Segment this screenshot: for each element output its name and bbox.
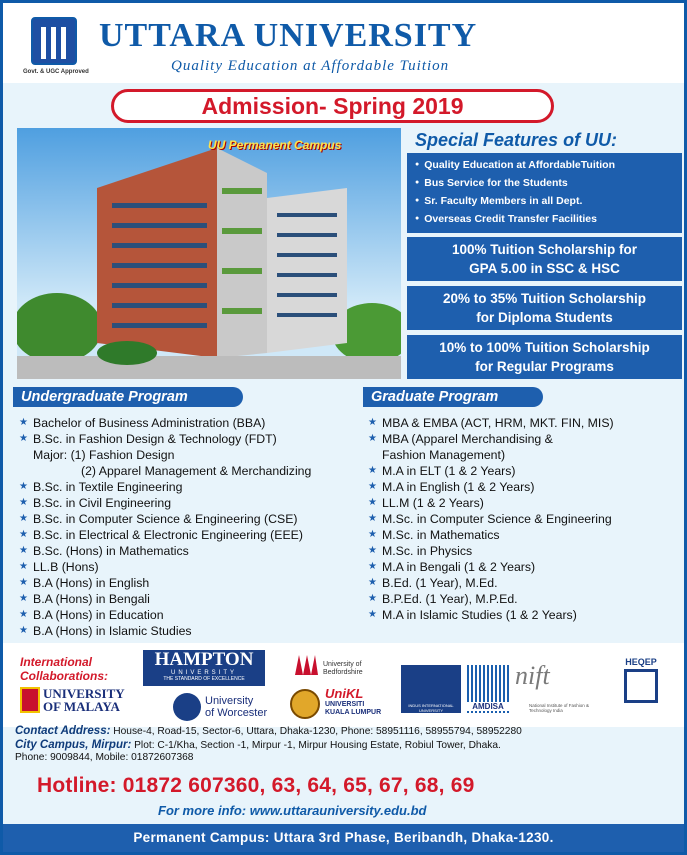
worcester-logo: University of Worcester	[205, 695, 268, 719]
bullet-star-icon: ★	[368, 561, 377, 572]
bullet-star-icon: ★	[19, 481, 28, 492]
collaborations	[3, 643, 684, 727]
scholarship-box	[407, 286, 682, 330]
list-item: ★ B.Sc. in Electrical & Electronic Engineering (EEE)	[19, 528, 303, 542]
graduate-title: Graduate Program	[363, 387, 543, 407]
bullet-star-icon: ★	[19, 513, 28, 524]
list-item: ★ MBA (Apparel Merchandising &	[368, 432, 553, 446]
admission-banner: Admission- Spring 2019	[111, 89, 554, 123]
heqep-icon	[624, 669, 658, 703]
campus-image	[17, 128, 401, 379]
bullet-star-icon: ★	[19, 417, 28, 428]
bullet-star-icon: ★	[368, 577, 377, 588]
list-item: ★ B.Sc. in Fashion Design & Technology (FDT)	[19, 432, 277, 446]
list-item: Major: (1) Fashion Design	[33, 448, 175, 462]
feature-item: ● Quality Education at AffordableTuition	[415, 159, 615, 171]
scholarship-line: 20% to 35% Tuition Scholarship	[442, 291, 647, 306]
list-item: ★ B.P.Ed. (1 Year), M.P.Ed.	[368, 592, 518, 606]
bullet-star-icon: ★	[19, 561, 28, 572]
features-box	[407, 153, 682, 233]
nift-logo: nift National Institute of Fashion & Technology India	[515, 661, 590, 713]
university-name: UTTARA UNIVERSITY	[99, 17, 478, 54]
list-item: ★ B.Sc. (Hons) in Mathematics	[19, 544, 189, 558]
worcester-icon	[173, 693, 201, 721]
list-item: (2) Apparel Management & Merchandizing	[81, 464, 312, 478]
list-item: ★ M.A in English (1 & 2 Years)	[368, 480, 535, 494]
feature-item: ● Bus Service for the Students	[415, 177, 568, 189]
bullet-star-icon: ★	[368, 481, 377, 492]
bullet-star-icon: ★	[368, 545, 377, 556]
footer-permanent-campus: Permanent Campus: Uttara 3rd Phase, Beribandh, Dhaka-1230.	[3, 824, 684, 852]
bullet-star-icon: ★	[19, 529, 28, 540]
list-item: ★ M.A in ELT (1 & 2 Years)	[368, 464, 516, 478]
scholarship-box	[407, 237, 682, 281]
indus-logo: INDUS INTERNATIONAL UNIVERSITY	[401, 665, 461, 713]
list-item: ★ B.Ed. (1 Year), M.Ed.	[368, 576, 498, 590]
list-item: ★ B.A (Hons) in English	[19, 576, 150, 590]
undergrad-list	[19, 415, 311, 639]
list-item: ★ M.A in Bengali (1 & 2 Years)	[368, 560, 536, 574]
bullet-star-icon: ★	[368, 609, 377, 620]
bullet-star-icon: ★	[368, 497, 377, 508]
more-info-link[interactable]: For more info: www.uttarauniversity.edu.bd	[158, 803, 427, 818]
contact-address: House-4, Road-15, Sector-6, Uttara, Dhaka-1230, Phone: 58951116, 58955794, 58952280	[113, 726, 522, 737]
feature-item: ● Sr. Faculty Members in all Dept.	[415, 195, 582, 207]
hampton-logo: HAMPTON UNIVERSITY THE STANDARD OF EXCELLENCE	[143, 650, 265, 686]
contact-address-label: Contact Address:	[15, 725, 111, 737]
university-logo	[31, 17, 77, 65]
city-campus-label: City Campus, Mirpur:	[15, 738, 132, 751]
list-item: ★ M.Sc. in Physics	[368, 544, 473, 558]
logo-caption: Govt. & UGC Approved	[23, 69, 89, 75]
bullet-star-icon: ★	[19, 545, 28, 556]
bullet-star-icon: ★	[19, 433, 28, 444]
bullet-star-icon: ★	[368, 433, 377, 444]
tagline: Quality Education at Affordable Tuition	[171, 58, 450, 74]
unikl-logo: UniKL UNIVERSITI KUALA LUMPUR	[325, 686, 382, 716]
undergrad-title: Undergraduate Program	[13, 387, 243, 407]
bullet-star-icon: ★	[368, 417, 377, 428]
scholarship-line: for Diploma Students	[476, 310, 613, 325]
contact-info	[15, 725, 680, 765]
bullet-star-icon: ★	[19, 577, 28, 588]
heqep-logo: HEQEP	[611, 657, 671, 719]
list-item: ★ B.Sc. in Civil Engineering	[19, 496, 172, 510]
collaborations-label: International Collaborations:	[20, 655, 109, 683]
bullet-star-icon: ★	[19, 593, 28, 604]
scholarship-line: for Regular Programs	[475, 359, 614, 374]
scholarship-line: 10% to 100% Tuition Scholarship	[439, 340, 650, 355]
scholarship-line: GPA 5.00 in SSC & HSC	[469, 261, 620, 276]
list-item: ★ B.Sc. in Computer Science & Engineering (CSE)	[19, 512, 298, 526]
scholarship-line: 100% Tuition Scholarship for	[451, 242, 638, 257]
amdisa-logo: AMDISA	[467, 665, 509, 713]
bullet-star-icon: ★	[368, 593, 377, 604]
list-item: ★ M.Sc. in Computer Science & Engineering	[368, 512, 612, 526]
list-item: ★ B.A (Hons) in Bengali	[19, 592, 150, 606]
seal-icon	[290, 689, 320, 719]
bullet-star-icon: ★	[19, 497, 28, 508]
list-item: ★ B.A (Hons) in Islamic Studies	[19, 624, 192, 638]
header	[3, 3, 684, 83]
bullet-star-icon: ★	[368, 513, 377, 524]
bedfordshire-logo: University of Bedfordshire	[323, 661, 363, 676]
hotline: Hotline: 01872 607360, 63, 64, 65, 67, 68, 69	[37, 774, 475, 797]
bullet-star-icon: ★	[368, 529, 377, 540]
list-item: ★ MBA & EMBA (ACT, HRM, MKT. FIN, MIS)	[368, 416, 614, 430]
list-item: ★ Bachelor of Business Administration (BBA)	[19, 416, 266, 430]
scholarship-box	[407, 335, 682, 379]
list-item: ★ B.Sc. in Textile Engineering	[19, 480, 183, 494]
city-campus-address: Plot: C-1/Kha, Section -1, Mirpur -1, Mirpur Housing Estate, Robiul Tower, Dhaka.	[134, 739, 501, 751]
list-item: ★ M.Sc. in Mathematics	[368, 528, 500, 542]
list-item: ★ LL.M (1 & 2 Years)	[368, 496, 484, 510]
graduate-list	[368, 415, 614, 623]
malaya-logo: UNIVERSITY OF MALAYA	[43, 686, 125, 714]
feature-item: ● Overseas Credit Transfer Facilities	[415, 213, 597, 225]
list-item: Fashion Management)	[382, 448, 506, 462]
list-item: ★ LL.B (Hons)	[19, 560, 99, 574]
list-item: ★ M.A in Islamic Studies (1 & 2 Years)	[368, 608, 577, 622]
campus-tag: UU Permanent Campus	[208, 138, 342, 152]
bedfordshire-icon	[293, 651, 319, 677]
list-item: ★ B.A (Hons) in Education	[19, 608, 164, 622]
bullet-star-icon: ★	[368, 465, 377, 476]
phone-line: Phone: 9009844, Mobile: 01872607368	[15, 752, 194, 763]
features-title: Special Features of UU:	[415, 130, 618, 150]
campus-building-illustration	[17, 128, 401, 379]
bullet-star-icon: ★	[19, 609, 28, 620]
malaya-crest-icon	[20, 687, 40, 713]
bullet-star-icon: ★	[19, 625, 28, 636]
